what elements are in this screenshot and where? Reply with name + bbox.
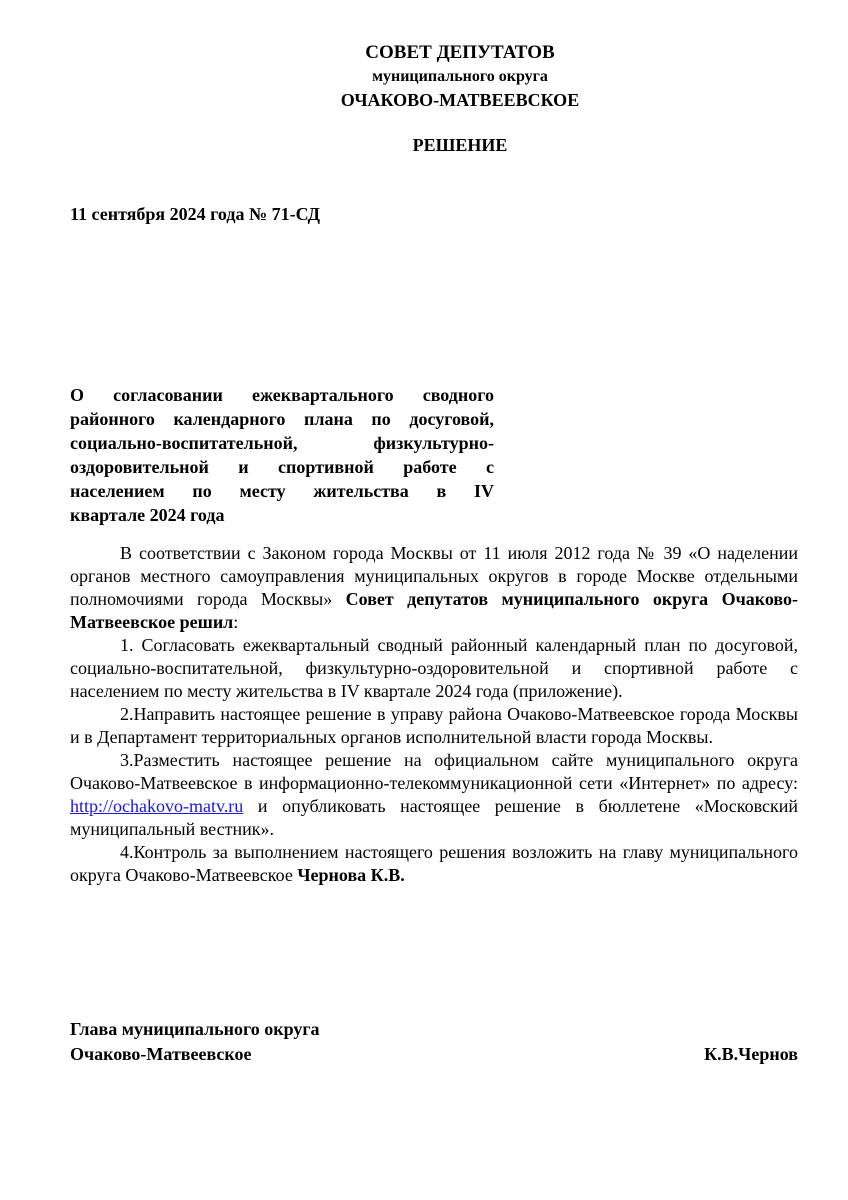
item-4-text: 4.Контроль за выполнением настоящего решения возложить на главу муниципального округа Очаково-Матвеевское: [70, 842, 798, 885]
item-4-paragraph: [70, 841, 798, 887]
item-2-paragraph: 2.Направить настоящее решение в управу района Очаково-Матвеевское города Москвы и в Департамент территориальных органов исполнительной власти города Москвы.: [70, 704, 798, 747]
subject-line: оздоровительной и спортивной работе с: [70, 457, 494, 477]
document-date-number: 11 сентября 2024 года № 71-СД: [70, 204, 321, 224]
subject-line: населением по месту жительства в IV: [70, 481, 494, 501]
council-subtitle: муниципального округа: [372, 68, 548, 85]
subject-line: квартале 2024 года: [70, 505, 225, 525]
document-subject: [70, 383, 494, 527]
preamble-colon: :: [233, 612, 239, 632]
document-type: РЕШЕНИЕ: [412, 135, 508, 155]
signature-title-line-2: Очаково-Матвеевское: [70, 1044, 252, 1064]
website-link[interactable]: http://ochakovo-matv.ru: [70, 796, 244, 816]
preamble-paragraph: [70, 542, 798, 634]
subject-line: районного календарного плана по досуговой,: [70, 409, 494, 429]
subject-line: социально-воспитательной, физкультурно-: [70, 433, 494, 453]
item-4-head-name: Чернова К.В.: [297, 865, 405, 885]
council-title: СОВЕТ ДЕПУТАТОВ: [365, 42, 555, 63]
document-body: [70, 542, 798, 887]
subject-line: О согласовании ежеквартального сводного: [70, 385, 494, 405]
item-1-paragraph: 1. Согласовать ежеквартальный сводный районный календарный план по досуговой, социально-воспитательной, физкультурно-оздоровительной и спортивной работе с населением по месту жительства в IV квартале 2024 года (приложение).: [70, 635, 798, 701]
signature-name: К.В.Чернов: [704, 1044, 798, 1064]
item-3-text-end: и опубликовать настоящее решение в бюллетене «Московский муниципальный вестник».: [70, 796, 798, 839]
preamble-resolution: Совет депутатов муниципального округа Очаково-Матвеевское решил: [70, 589, 798, 632]
district-name: ОЧАКОВО-МАТВЕЕВСКОЕ: [340, 90, 580, 110]
item-3-paragraph: [70, 749, 798, 841]
preamble-text: В соответствии с Законом города Москвы от 11 июля 2012 года № 39 «О наделении органов местного самоуправления муниципальных округов в городе Москве отдельными полномочиями города Москвы»: [70, 543, 798, 609]
signature-title-line-1: Глава муниципального округа: [70, 1019, 320, 1039]
item-3-text: 3.Разместить настоящее решение на официальном сайте муниципального округа Очаково-Матвеевское в информационно-телекоммуникационной сети «Интернет» по адресу:: [70, 750, 798, 793]
